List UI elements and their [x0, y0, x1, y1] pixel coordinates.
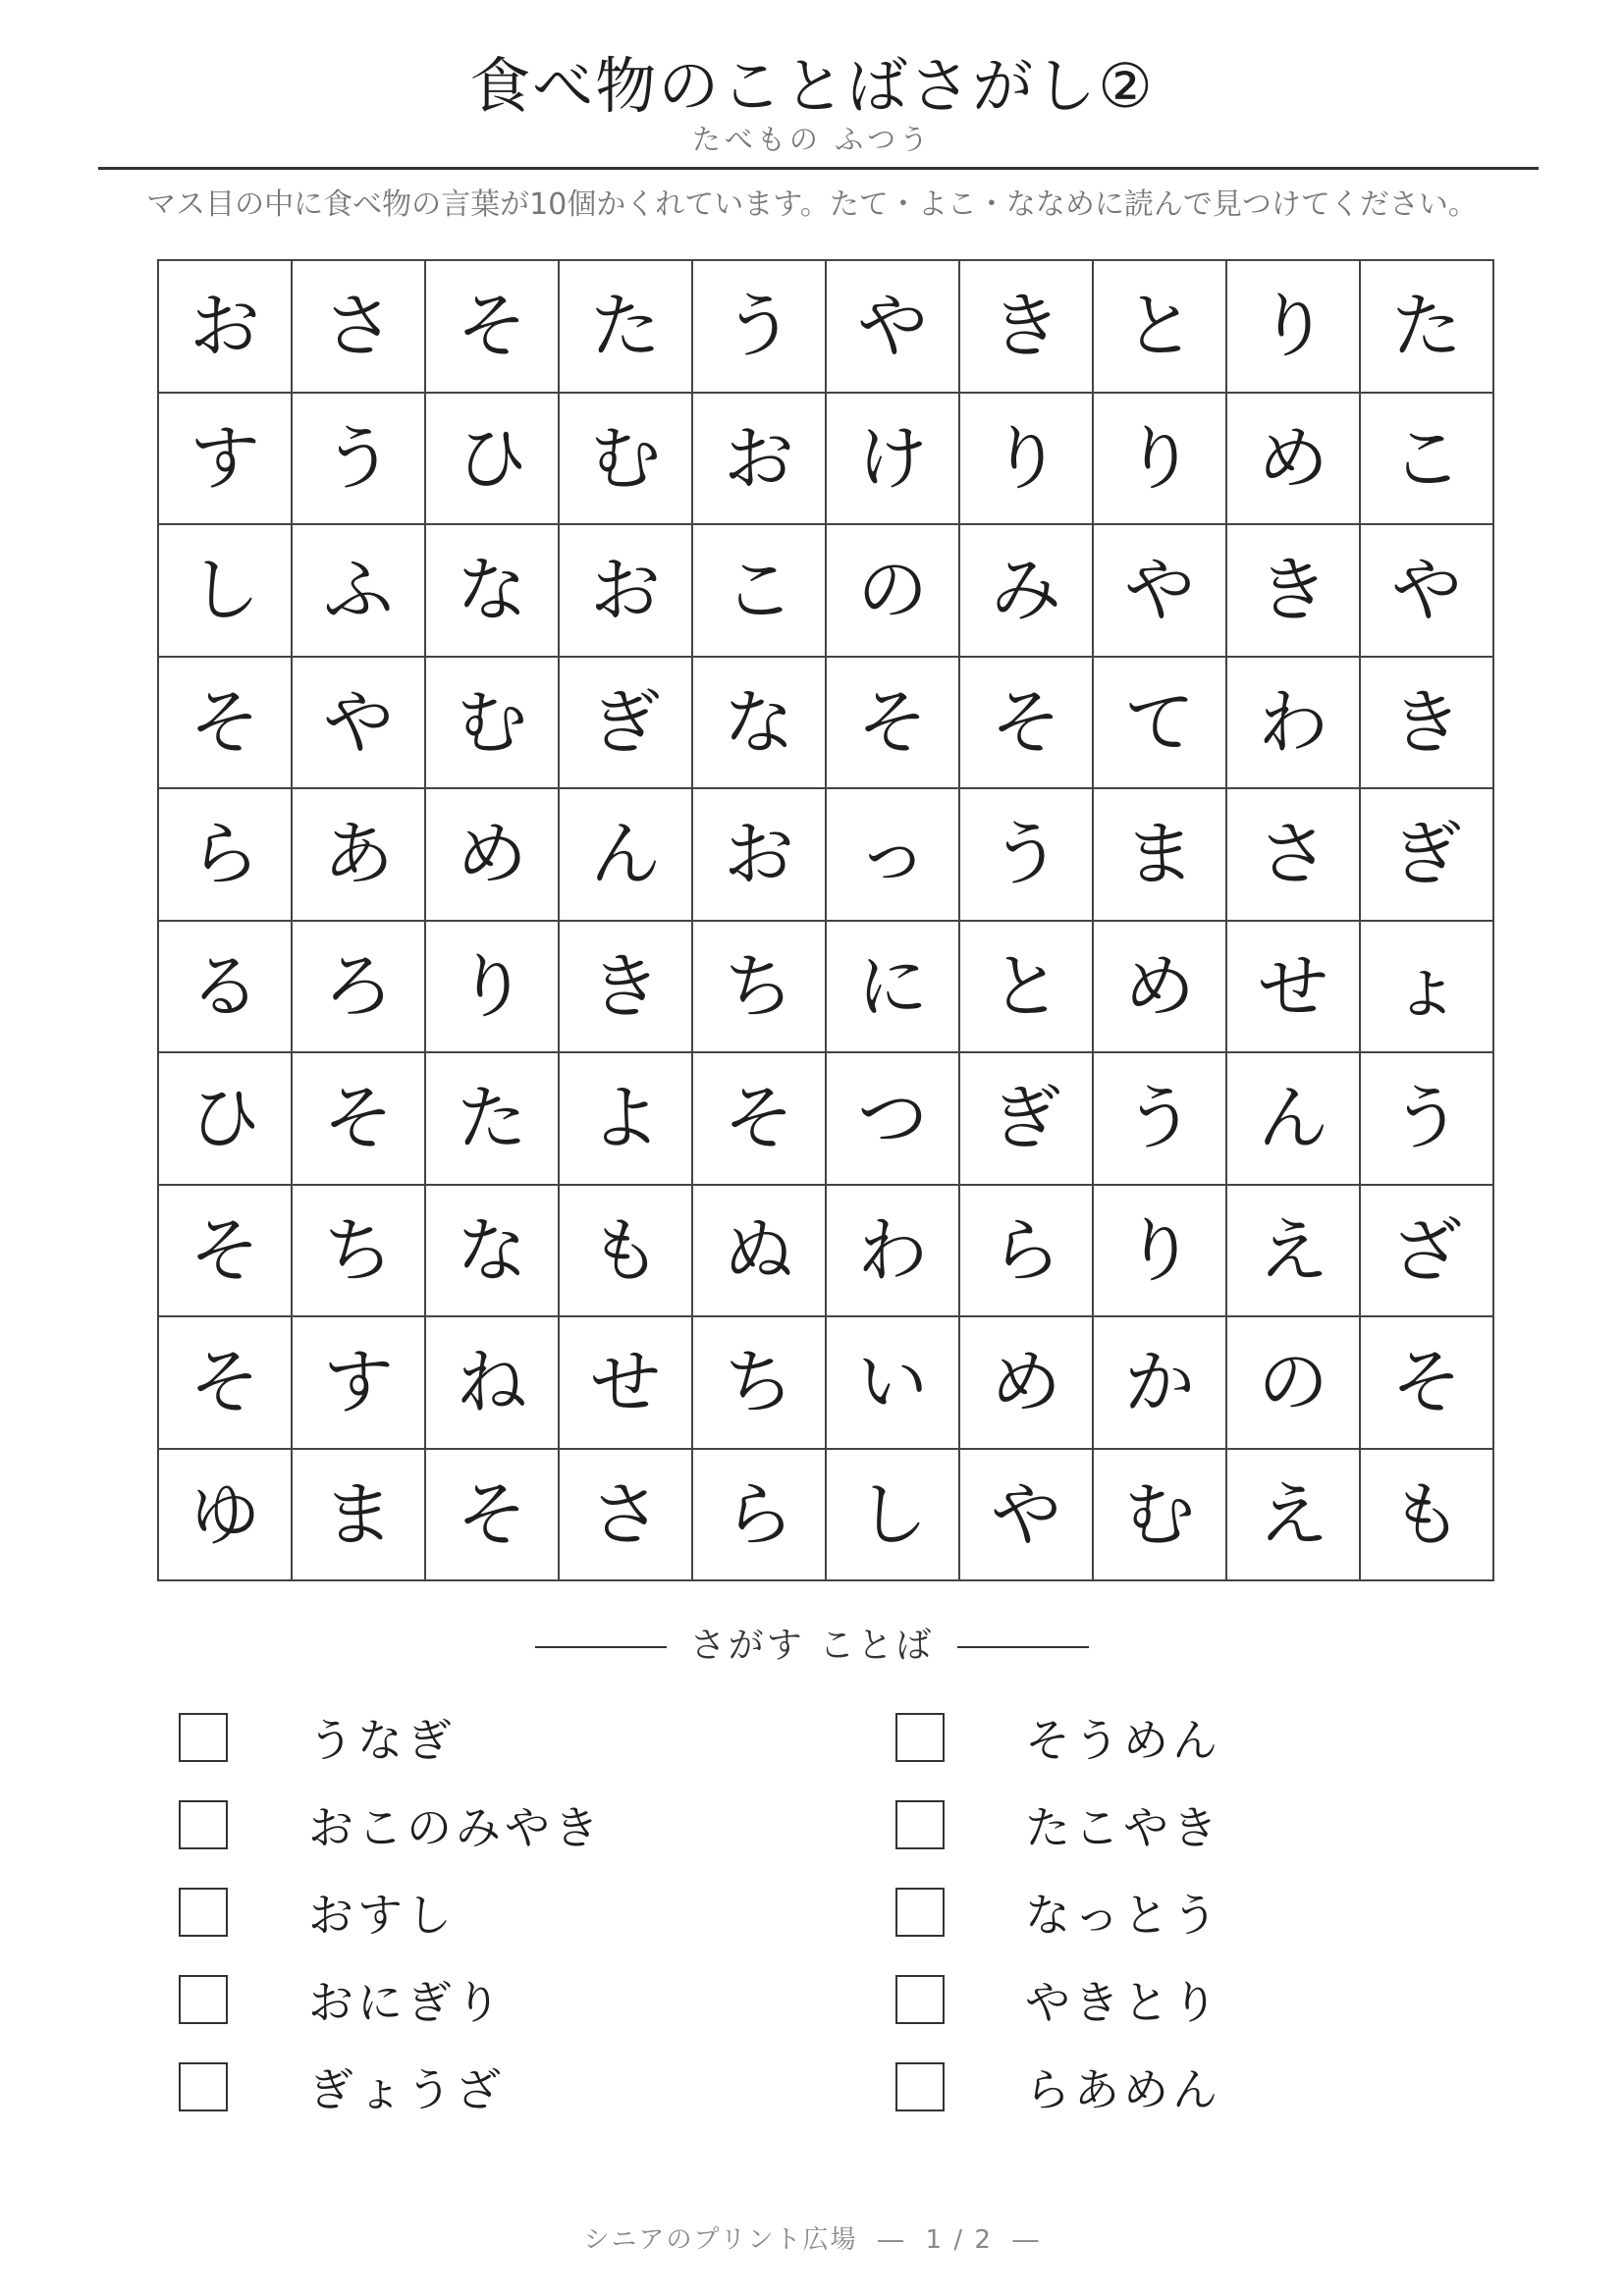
grid-cell[interactable]: り	[425, 921, 559, 1053]
word-item	[895, 1970, 1221, 2029]
grid-cell[interactable]: ね	[425, 1316, 559, 1449]
word-item	[179, 1795, 603, 1854]
grid-cell[interactable]: そ	[692, 1052, 826, 1185]
grid-cell[interactable]: な	[425, 1185, 559, 1317]
grid-cell[interactable]: か	[1093, 1316, 1226, 1449]
grid-cell[interactable]: そ	[425, 1449, 559, 1581]
word-search-grid	[157, 259, 1494, 1581]
grid-cell[interactable]: め	[959, 1316, 1093, 1449]
grid-cell[interactable]: む	[1093, 1449, 1226, 1581]
grid-row	[158, 1449, 1493, 1581]
word-label: そうめん	[1025, 1714, 1221, 1767]
grid-cell[interactable]: そ	[425, 260, 559, 393]
grid-cell[interactable]: こ	[692, 524, 826, 657]
grid-cell[interactable]: り	[1093, 1185, 1226, 1317]
grid-cell[interactable]: と	[959, 921, 1093, 1053]
page-footer: シニアのプリント広場 ― 1 / 2 ―	[583, 2225, 1041, 2255]
grid-row	[158, 393, 1493, 525]
grid-cell[interactable]: む	[425, 657, 559, 789]
grid-cell[interactable]: も	[1360, 1449, 1493, 1581]
word-checkbox[interactable]	[179, 1888, 228, 1937]
grid-cell[interactable]: め	[1093, 921, 1226, 1053]
grid-cell[interactable]: ろ	[292, 921, 425, 1053]
word-label: なっとう	[1025, 1889, 1221, 1942]
grid-cell[interactable]: せ	[1226, 921, 1360, 1053]
grid-cell[interactable]: そ	[158, 1316, 292, 1449]
heading-dash-left	[535, 1646, 667, 1648]
grid-cell[interactable]: ゆ	[158, 1449, 292, 1581]
grid-row	[158, 657, 1493, 789]
grid-cell[interactable]: け	[826, 393, 959, 525]
grid-cell[interactable]: ひ	[425, 393, 559, 525]
grid-cell[interactable]: な	[692, 657, 826, 789]
grid-cell[interactable]: う	[1093, 1052, 1226, 1185]
grid-cell[interactable]: め	[425, 788, 559, 921]
word-label: うなぎ	[308, 1714, 456, 1767]
grid-cell[interactable]: ら	[158, 788, 292, 921]
grid-cell[interactable]: に	[826, 921, 959, 1053]
grid-cell[interactable]: さ	[292, 260, 425, 393]
grid-row	[158, 1185, 1493, 1317]
heading-dash-right	[957, 1646, 1089, 1648]
word-item	[895, 1708, 1221, 1767]
grid-cell[interactable]: っ	[826, 788, 959, 921]
grid-cell[interactable]: し	[826, 1449, 959, 1581]
grid-cell[interactable]: あ	[292, 788, 425, 921]
grid-cell[interactable]: う	[692, 260, 826, 393]
grid-row	[158, 788, 1493, 921]
word-checkbox[interactable]	[179, 2062, 228, 2111]
grid-cell[interactable]: ょ	[1360, 921, 1493, 1053]
word-item	[179, 2057, 505, 2116]
word-checkbox[interactable]	[895, 1975, 945, 2024]
grid-cell[interactable]: え	[1226, 1185, 1360, 1317]
grid-cell[interactable]: い	[826, 1316, 959, 1449]
grid-cell[interactable]: た	[425, 1052, 559, 1185]
grid-cell[interactable]: よ	[559, 1052, 692, 1185]
grid-cell[interactable]: ぎ	[559, 657, 692, 789]
grid-cell[interactable]: な	[425, 524, 559, 657]
grid-cell[interactable]: ぎ	[959, 1052, 1093, 1185]
grid-cell[interactable]: う	[959, 788, 1093, 921]
word-label: おにぎり	[308, 1976, 505, 2029]
word-list-heading	[0, 1622, 1624, 1671]
grid-cell[interactable]: ぬ	[692, 1185, 826, 1317]
grid-cell[interactable]: た	[559, 260, 692, 393]
word-item	[179, 1708, 456, 1767]
grid-cell[interactable]: う	[1360, 1052, 1493, 1185]
word-checkbox[interactable]	[895, 2062, 945, 2111]
grid-row	[158, 260, 1493, 393]
grid-cell[interactable]: た	[1360, 260, 1493, 393]
grid-cell[interactable]: わ	[826, 1185, 959, 1317]
grid-cell[interactable]: ち	[292, 1185, 425, 1317]
word-checkbox[interactable]	[179, 1800, 228, 1849]
grid-cell[interactable]: え	[1226, 1449, 1360, 1581]
grid-cell[interactable]: の	[826, 524, 959, 657]
word-item	[179, 1883, 456, 1942]
grid-cell[interactable]: ん	[559, 788, 692, 921]
word-item	[895, 1883, 1221, 1942]
grid-cell[interactable]: ち	[692, 921, 826, 1053]
grid-cell[interactable]: そ	[826, 657, 959, 789]
word-label: ぎょうざ	[308, 2063, 505, 2116]
grid-cell[interactable]: お	[692, 788, 826, 921]
grid-cell[interactable]: き	[1226, 524, 1360, 657]
grid-cell[interactable]: や	[1360, 524, 1493, 657]
grid-cell[interactable]: し	[158, 524, 292, 657]
grid-cell[interactable]: ら	[959, 1185, 1093, 1317]
grid-cell[interactable]: の	[1226, 1316, 1360, 1449]
grid-cell[interactable]: ま	[1093, 788, 1226, 921]
grid-cell[interactable]: り	[1226, 260, 1360, 393]
word-label: おこのみやき	[308, 1801, 603, 1854]
word-checkbox[interactable]	[895, 1800, 945, 1849]
grid-cell[interactable]: う	[292, 393, 425, 525]
grid-cell[interactable]: き	[559, 921, 692, 1053]
grid-cell[interactable]: り	[959, 393, 1093, 525]
grid-cell[interactable]: り	[1093, 393, 1226, 525]
grid-cell[interactable]: や	[292, 657, 425, 789]
grid-cell[interactable]: そ	[292, 1052, 425, 1185]
grid-cell[interactable]: さ	[559, 1449, 692, 1581]
page-subtitle: たべもの ふつう	[691, 123, 933, 156]
grid-cell[interactable]: き	[959, 260, 1093, 393]
word-item	[895, 2057, 1221, 2116]
grid-row	[158, 1316, 1493, 1449]
word-checkbox[interactable]	[895, 1888, 945, 1937]
word-label: らあめん	[1025, 2063, 1221, 2116]
page-title: 食べ物のことばさがし②	[469, 50, 1155, 122]
grid-cell[interactable]: ざ	[1360, 1185, 1493, 1317]
grid-cell[interactable]: さ	[1226, 788, 1360, 921]
grid-cell[interactable]: ぎ	[1360, 788, 1493, 921]
grid-row	[158, 1052, 1493, 1185]
word-list-label: さがす ことば	[689, 1626, 935, 1666]
grid-cell[interactable]: み	[959, 524, 1093, 657]
grid-cell[interactable]: ひ	[158, 1052, 292, 1185]
word-checkbox[interactable]	[179, 1975, 228, 2024]
word-label: おすし	[308, 1889, 456, 1942]
grid-cell[interactable]: ま	[292, 1449, 425, 1581]
grid-cell[interactable]: も	[559, 1185, 692, 1317]
grid-cell[interactable]: む	[559, 393, 692, 525]
grid-cell[interactable]: ち	[692, 1316, 826, 1449]
grid-row	[158, 921, 1493, 1053]
grid-cell[interactable]: て	[1093, 657, 1226, 789]
grid-cell[interactable]: お	[692, 393, 826, 525]
word-label: やきとり	[1025, 1976, 1221, 2029]
grid-cell[interactable]: き	[1360, 657, 1493, 789]
grid-cell[interactable]: お	[158, 260, 292, 393]
grid-cell[interactable]: そ	[158, 657, 292, 789]
grid-cell[interactable]: る	[158, 921, 292, 1053]
grid-cell[interactable]: つ	[826, 1052, 959, 1185]
grid-cell[interactable]: そ	[1360, 1316, 1493, 1449]
grid-cell[interactable]: ん	[1226, 1052, 1360, 1185]
grid-cell[interactable]: す	[292, 1316, 425, 1449]
grid-cell[interactable]: や	[826, 260, 959, 393]
word-checkbox[interactable]	[895, 1713, 945, 1762]
grid-cell[interactable]: す	[158, 393, 292, 525]
title-divider	[98, 167, 1539, 170]
grid-cell[interactable]: め	[1226, 393, 1360, 525]
grid-cell[interactable]: こ	[1360, 393, 1493, 525]
grid-row	[158, 524, 1493, 657]
grid-cell[interactable]: や	[959, 1449, 1093, 1581]
word-list	[0, 1708, 1624, 2130]
grid-cell[interactable]: や	[1093, 524, 1226, 657]
grid-cell[interactable]: お	[559, 524, 692, 657]
grid-cell[interactable]: と	[1093, 260, 1226, 393]
grid-cell[interactable]: わ	[1226, 657, 1360, 789]
grid-cell[interactable]: そ	[959, 657, 1093, 789]
word-item	[895, 1795, 1221, 1854]
word-checkbox[interactable]	[179, 1713, 228, 1762]
instruction-text: マス目の中に食べ物の言葉が10個かくれています。たて・よこ・ななめに読んで見つけてください。	[146, 187, 1478, 222]
word-item	[179, 1970, 505, 2029]
grid-cell[interactable]: ら	[692, 1449, 826, 1581]
grid-cell[interactable]: せ	[559, 1316, 692, 1449]
word-label: たこやき	[1025, 1801, 1221, 1854]
grid-cell[interactable]: ふ	[292, 524, 425, 657]
grid-cell[interactable]: そ	[158, 1185, 292, 1317]
